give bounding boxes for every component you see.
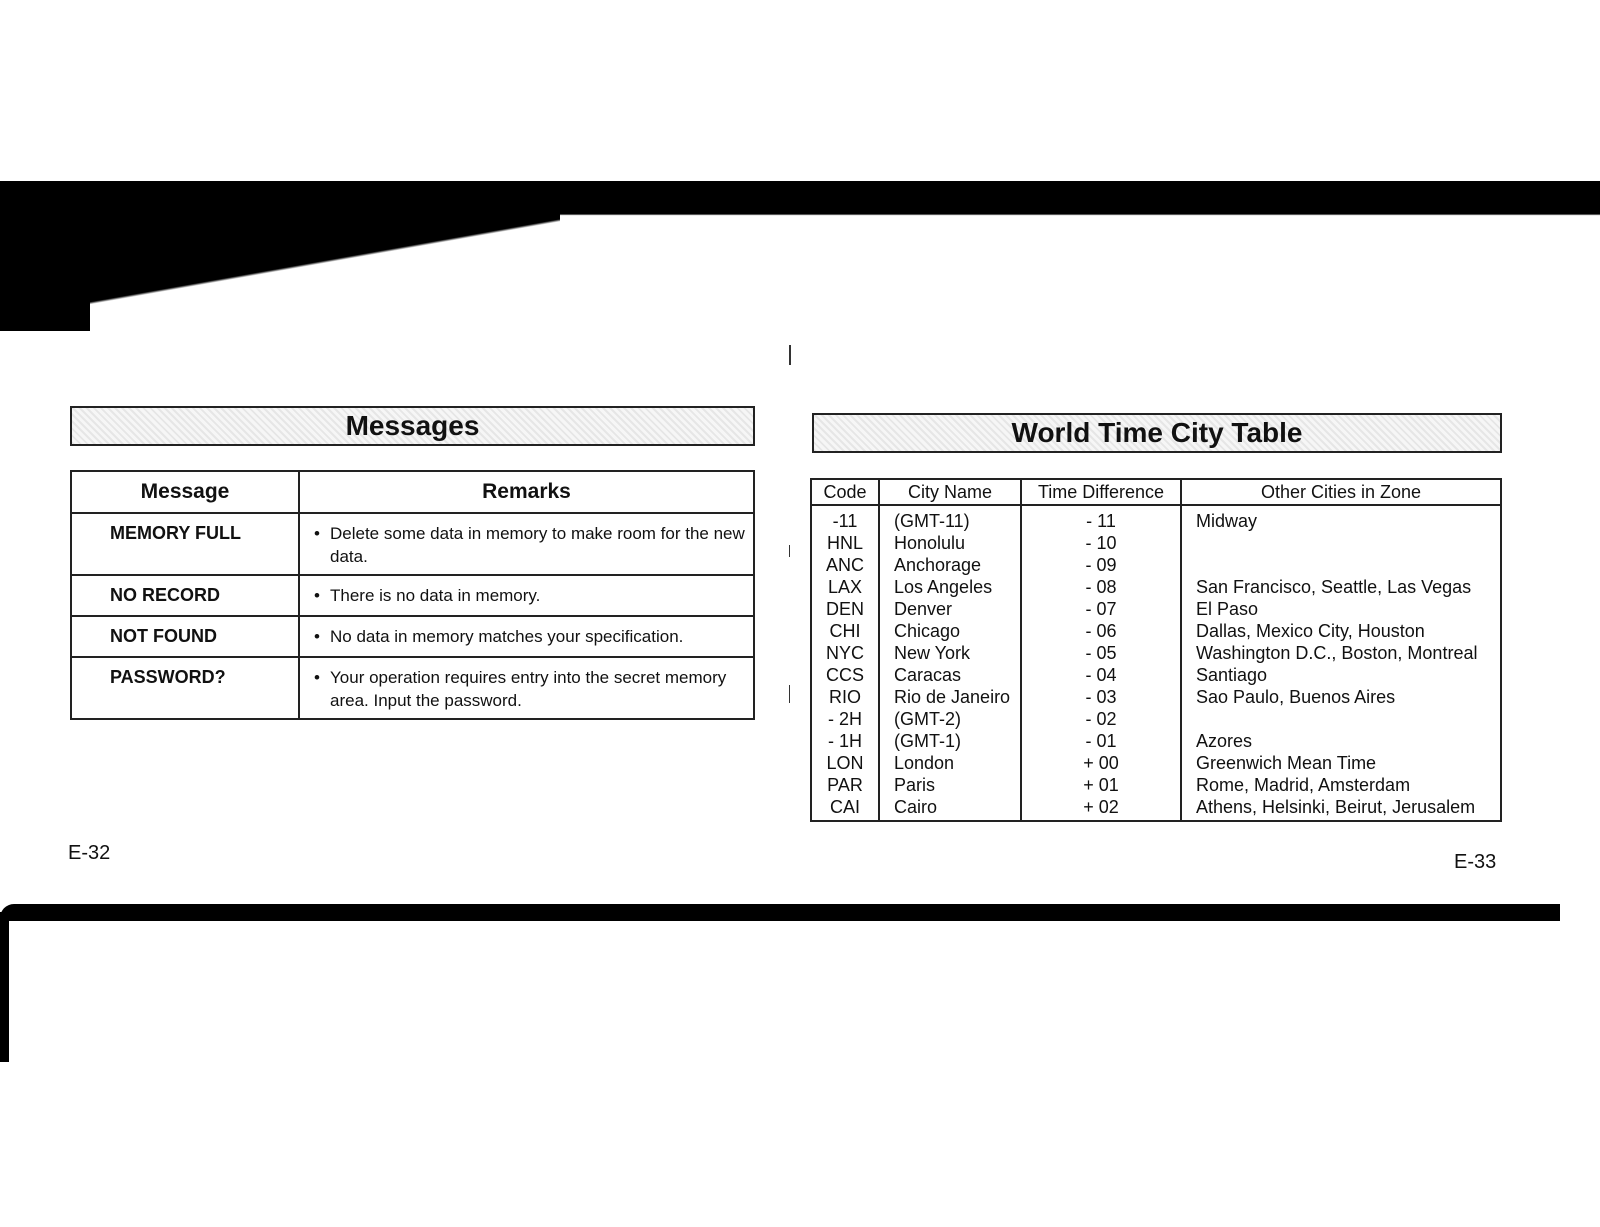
code-cell: CCS [811,664,879,686]
time-difference-cell: - 08 [1021,576,1181,598]
other-cities-cell [1181,708,1501,730]
table-row [811,730,1501,752]
time-difference-cell: - 02 [1021,708,1181,730]
city-name-cell: Rio de Janeiro [879,686,1021,708]
remark-text: Delete some data in memory to make room for the new data. [330,524,745,566]
table-row [811,752,1501,774]
other-cities-cell: Dallas, Mexico City, Houston [1181,620,1501,642]
city-name-cell: Anchorage [879,554,1021,576]
table-row [811,554,1501,576]
messages-table [70,470,755,720]
time-difference-cell: - 05 [1021,642,1181,664]
table-row [811,664,1501,686]
table-row [811,774,1501,796]
other-cities-cell: San Francisco, Seattle, Las Vegas [1181,576,1501,598]
code-cell: DEN [811,598,879,620]
other-cities-cell: Rome, Madrid, Amsterdam [1181,774,1501,796]
remarks-column-header: Remarks [299,471,754,513]
city-name-cell: Los Angeles [879,576,1021,598]
city-name-cell: (GMT-2) [879,708,1021,730]
time-difference-cell: - 10 [1021,532,1181,554]
page-number-left: E-32 [68,842,111,864]
scan-band-bottom [0,904,1560,921]
code-cell: NYC [811,642,879,664]
fold-mark [789,345,791,365]
code-cell: - 2H [811,708,879,730]
city-name-cell: Paris [879,774,1021,796]
code-column-header: Code [811,479,879,505]
code-cell: - 1H [811,730,879,752]
fold-mark [789,685,790,703]
other-cities-cell [1181,554,1501,576]
code-cell: CHI [811,620,879,642]
other-cities-cell: Athens, Helsinki, Beirut, Jerusalem [1181,796,1501,821]
message-cell: NOT FOUND [71,616,299,657]
message-cell: PASSWORD? [71,657,299,719]
scan-band-corner [0,181,90,331]
city-name-column-header: City Name [879,479,1021,505]
remark-cell [299,575,754,616]
message-cell: NO RECORD [71,575,299,616]
world-time-banner [812,413,1502,453]
fold-mark [789,545,790,557]
code-cell: -11 [811,505,879,532]
other-cities-cell: Midway [1181,505,1501,532]
table-row [811,532,1501,554]
city-name-cell: New York [879,642,1021,664]
other-cities-cell: Azores [1181,730,1501,752]
code-cell: CAI [811,796,879,821]
other-cities-cell: Santiago [1181,664,1501,686]
table-row [811,642,1501,664]
message-column-header: Message [71,471,299,513]
table-row [71,575,754,616]
remark-cell [299,657,754,719]
city-name-cell: (GMT-11) [879,505,1021,532]
remark-cell [299,513,754,575]
city-name-cell: Caracas [879,664,1021,686]
message-cell: MEMORY FULL [71,513,299,575]
code-cell: HNL [811,532,879,554]
table-row [71,616,754,657]
code-cell: RIO [811,686,879,708]
time-difference-column-header: Time Difference [1021,479,1181,505]
remark-text: There is no data in memory. [330,586,541,605]
bullet: • [314,586,320,605]
remark-text: No data in memory matches your specification. [330,627,684,646]
table-row [811,620,1501,642]
other-cities-column-header: Other Cities in Zone [1181,479,1501,505]
time-difference-cell: - 03 [1021,686,1181,708]
bullet: • [314,627,320,646]
bullet: • [314,524,320,543]
other-cities-cell: El Paso [1181,598,1501,620]
time-difference-cell: - 09 [1021,554,1181,576]
time-difference-cell: + 01 [1021,774,1181,796]
city-name-cell: London [879,752,1021,774]
time-difference-cell: + 00 [1021,752,1181,774]
world-time-city-table [810,478,1502,822]
city-name-cell: Cairo [879,796,1021,821]
city-name-cell: Denver [879,598,1021,620]
remark-text: Your operation requires entry into the secret memory area. Input the password. [330,668,727,710]
other-cities-cell: Greenwich Mean Time [1181,752,1501,774]
other-cities-cell: Sao Paulo, Buenos Aires [1181,686,1501,708]
other-cities-cell [1181,532,1501,554]
time-difference-cell: - 07 [1021,598,1181,620]
code-cell: ANC [811,554,879,576]
code-cell: LAX [811,576,879,598]
remark-cell [299,616,754,657]
code-cell: PAR [811,774,879,796]
city-name-cell: Chicago [879,620,1021,642]
scan-band-bottom-left [0,912,9,1062]
city-name-cell: (GMT-1) [879,730,1021,752]
table-row [71,513,754,575]
time-difference-cell: - 04 [1021,664,1181,686]
page-number-right: E-33 [1454,851,1497,873]
bullet: • [314,668,320,687]
time-difference-cell: + 02 [1021,796,1181,821]
messages-title: Messages [345,410,480,441]
world-time-title: World Time City Table [1011,417,1303,448]
city-name-cell: Honolulu [879,532,1021,554]
code-cell: LON [811,752,879,774]
time-difference-cell: - 01 [1021,730,1181,752]
table-row [811,598,1501,620]
table-row [811,686,1501,708]
other-cities-cell: Washington D.C., Boston, Montreal [1181,642,1501,664]
table-row [811,505,1501,532]
messages-banner [70,406,755,446]
table-row [811,576,1501,598]
time-difference-cell: - 11 [1021,505,1181,532]
time-difference-cell: - 06 [1021,620,1181,642]
table-row [811,708,1501,730]
table-row [811,796,1501,821]
table-row [71,657,754,719]
